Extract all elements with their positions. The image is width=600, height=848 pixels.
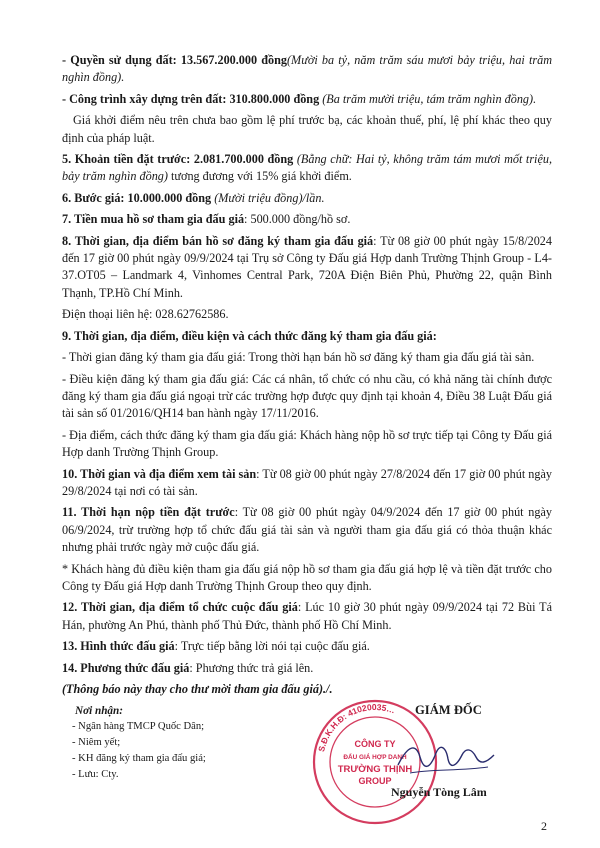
paragraph-p5 — [62, 190, 552, 207]
seal-line-1: CÔNG TY — [354, 739, 396, 749]
paragraph-p9 — [62, 328, 552, 345]
paragraph-p18 — [62, 660, 552, 677]
paragraph-p12 — [62, 427, 552, 462]
page-number: 2 — [541, 819, 547, 833]
paragraph-text: (Ba trăm mười triệu, tám trăm nghìn đồng). — [319, 91, 537, 106]
paragraph-text: - Công trình xây dựng trên đất: 310.800.000 đồng — [62, 91, 320, 106]
paragraph-text: (Bằng chữ: Hai tỷ, không trăm tám mươi mốt triệu, bảy trăm nghìn đồng) — [62, 152, 552, 184]
paragraph-text: 9. Thời gian, địa điểm, điều kiện và cách thức đăng ký tham gia đấu giá: — [62, 328, 437, 343]
paragraph-text: Điện thoại liên hệ: 028.62762586. — [62, 307, 229, 322]
paragraph-text: 10. Thời gian và địa điểm xem tài sản — [62, 466, 257, 481]
paragraph-text: 5. Khoản tiền đặt trước: 2.081.700.000 đồng — [62, 152, 294, 167]
paragraph-text: 11. Thời hạn nộp tiền đặt trước — [62, 505, 235, 520]
recipient-item: - KH đăng ký tham gia đấu giá; — [72, 753, 206, 764]
seal-ring-text: S.Đ.K.H.Đ: 41020035… — [316, 701, 397, 753]
paragraph-text: 8. Thời gian, địa điểm bán hồ sơ đăng ký tham gia đấu giá — [62, 233, 374, 248]
paragraph-p6 — [62, 211, 552, 228]
paragraph-text: : Từ 08 giờ 00 phút ngày 27/8/2024 đến 17 giờ 00 phút ngày 29/8/2024 tại nơi có tài sản. — [62, 466, 552, 498]
paragraph-text: : 500.000 đồng/hồ sơ. — [244, 212, 351, 227]
paragraph-text: tương đương với 15% giá khởi điểm. — [167, 169, 352, 184]
paragraph-p8 — [62, 306, 552, 323]
paragraph-text: * Khách hàng đủ điều kiện tham gia đấu giá nộp hồ sơ tham gia đấu giá hợp lệ và tiền đặt trước cho Công ty Đấu giá Hợp danh Trường Thịnh Group theo quy định. — [62, 561, 552, 593]
paragraph-text: - Quyền sử dụng đất: 13.567.200.000 đồng — [62, 53, 287, 67]
paragraph-p14 — [62, 504, 552, 556]
paragraph-text: - Địa điểm, cách thức đăng ký tham gia đấu giá: Khách hàng nộp hồ sơ trực tiếp tại Công ty Đấu giá Hợp danh Trường Thịnh Group. — [62, 427, 552, 460]
paragraph-text: (Thông báo này thay cho thư mời tham gia đấu giá)./. — [62, 682, 333, 696]
paragraph-text: Giá khởi điểm nêu trên chưa bao gồm lệ phí trước bạ, các khoản thuế, phí, lệ phí khác theo quy định của pháp luật. — [62, 113, 552, 145]
recipient-item: - Lưu: Cty. — [72, 769, 119, 780]
paragraph-text: 6. Bước giá: 10.000.000 đồng — [62, 190, 212, 205]
paragraph-text: - Thời gian đăng ký tham gia đấu giá: Trong thời hạn bán hồ sơ đăng ký tham gia đấu giá tài sản. — [62, 350, 535, 365]
signer-title: GIÁM ĐỐC — [415, 703, 482, 717]
paragraph-text: : Từ 08 giờ 00 phút ngày 04/9/2024 đến 17 giờ 00 phút ngày 06/9/2024, trừ trường hợp tổ chức đấu giá tài sản và người tham gia đấu giá có thỏa thuận khác nhưng phải trước ngày mở cuộc đấu giá. — [62, 505, 552, 555]
paragraph-p4 — [62, 151, 552, 186]
paragraph-text: : Từ 08 giờ 00 phút ngày 15/8/2024 đến 17 giờ 00 phút ngày 09/9/2024 tại Trụ sở Công ty Đấu giá Hợp danh Trường Thịnh Group - L4-37.OT05 – Landmark 4, Vinhomes Central Park, 720A Điện Biên Phủ, Phường 22, quận Bình Thạnh, TP.Hồ Chí Minh. — [62, 233, 552, 300]
paragraph-p10 — [62, 349, 552, 366]
paragraph-p7 — [62, 233, 552, 303]
recipient-item: - Ngân hàng TMCP Quốc Dân; — [72, 721, 205, 732]
paragraph-p17 — [62, 638, 552, 655]
paragraph-p3 — [62, 112, 552, 147]
paragraph-p19 — [62, 681, 552, 698]
paragraph-text: : Trực tiếp bằng lời nói tại cuộc đấu giá. — [174, 639, 370, 654]
paragraph-p13 — [62, 466, 552, 501]
seal-line-3: TRƯỜNG THỊNH — [337, 764, 413, 775]
paragraph-text: 7. Tiền mua hồ sơ tham gia đấu giá — [62, 212, 245, 227]
paragraph-p16 — [62, 599, 552, 634]
paragraph-text: : Lúc 10 giờ 30 phút ngày 09/9/2024 tại 72 Bùi Tá Hán, phường An Phú, thành phố Thủ Đức, thành phố Hồ Chí Minh. — [62, 600, 552, 632]
paragraph-text: 12. Thời gian, địa điểm tổ chức cuộc đấu giá — [62, 600, 298, 615]
signer-name: Nguyễn Tòng Lâm — [391, 785, 487, 799]
paragraph-p15 — [62, 561, 552, 596]
recipient-item: - Niêm yết; — [72, 737, 121, 748]
paragraph-p1 — [62, 52, 552, 87]
seal-line-4: GROUP — [358, 776, 392, 786]
recipients-block — [62, 703, 332, 783]
paragraph-text: : Phương thức trả giá lên. — [189, 660, 314, 675]
seal-line-2: ĐẤU GIÁ HỢP DANH — [343, 754, 407, 761]
recipients-title: Nơi nhận: — [75, 705, 123, 717]
paragraph-p2 — [62, 91, 552, 108]
paragraph-text: (Mười triệu đồng)/lần. — [211, 190, 325, 205]
paragraph-text: 13. Hình thức đấu giá — [62, 639, 175, 654]
paragraph-text: - Điều kiện đăng ký tham gia đấu giá: Các cá nhân, tổ chức có nhu cầu, có khả năng tài chính được đăng ký tham gia đấu giá ngoại trừ các trường hợp được quy định tại khoản 4, Điều 38 Luật Đấu giá tài sản số 01/2016/QH14 ban hành ngày 17/11/2016. — [62, 371, 552, 421]
paragraph-text: (Mười ba tỷ, năm trăm sáu mươi bảy triệu, hai trăm nghìn đồng). — [62, 53, 552, 85]
paragraph-p11 — [62, 371, 552, 423]
paragraph-text: 14. Phương thức đấu giá — [62, 660, 190, 675]
document-body — [62, 52, 552, 702]
